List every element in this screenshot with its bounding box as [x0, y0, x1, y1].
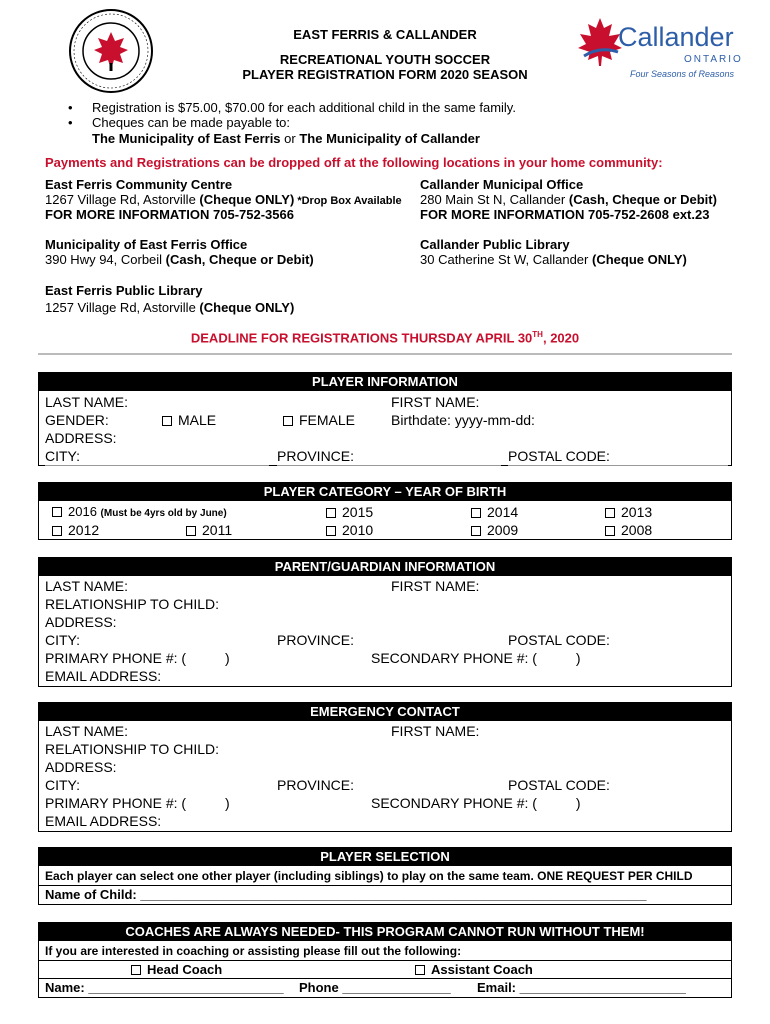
year-2014-checkbox[interactable] — [471, 508, 481, 518]
cal-office-pay: (Cash, Cheque or Debit) — [568, 192, 717, 207]
cal-office-addr: 280 Main St N, Callander — [420, 192, 569, 207]
ef-centre-addr: 1267 Village Rd, Astorville — [45, 192, 200, 207]
ef-centre-name: East Ferris Community Centre — [45, 177, 233, 192]
year-2012-checkbox[interactable] — [52, 526, 62, 536]
head-coach-option[interactable] — [131, 962, 222, 977]
name-of-child-field[interactable]: Name of Child: ______________________________________________________________________ — [45, 887, 647, 902]
emergency-address-label: ADDRESS: — [45, 759, 117, 775]
year-2008-checkbox[interactable] — [605, 526, 615, 536]
year-2016-note: (Must be 4yrs old by June) — [100, 508, 227, 519]
ef-office-pay: (Cash, Cheque or Debit) — [165, 252, 314, 267]
year-2013-checkbox[interactable] — [605, 508, 615, 518]
payable-or: or — [280, 131, 300, 146]
payable-callander: The Municipality of Callander — [299, 131, 480, 146]
guardian-relationship-label: RELATIONSHIP TO CHILD: — [45, 596, 220, 612]
coaches-divider — [38, 960, 732, 961]
year-2009-checkbox[interactable] — [471, 526, 481, 536]
category-heading: PLAYER CATEGORY – YEAR OF BIRTH — [38, 482, 732, 501]
player-info-heading: PLAYER INFORMATION — [38, 372, 732, 391]
guardian-email-label: EMAIL ADDRESS: — [45, 668, 162, 684]
cal-lib-name: Callander Public Library — [420, 237, 570, 252]
female-label: FEMALE — [299, 412, 356, 428]
callander-logo — [574, 16, 743, 86]
year-2015-label: 2015 — [342, 504, 374, 520]
year-2016-checkbox[interactable] — [52, 507, 62, 517]
emergency-postal-label: POSTAL CODE: — [508, 777, 610, 793]
player-birthdate-label: Birthdate: yyyy-mm-dd: — [391, 412, 535, 428]
player-province-label: PROVINCE: — [277, 448, 355, 464]
emergency-secondary-phone-label: SECONDARY PHONE #: ( ) — [371, 795, 581, 811]
year-2011-label: 2011 — [202, 522, 233, 538]
ef-centre-note: *Drop Box Available — [294, 195, 402, 207]
ef-lib-address — [45, 300, 294, 315]
year-2009-label: 2009 — [487, 522, 519, 538]
year-2013-label: 2013 — [621, 504, 653, 520]
guardian-last-name-label: LAST NAME: — [45, 578, 128, 594]
player-first-name-label: FIRST NAME: — [391, 394, 480, 410]
cal-lib-addr: 30 Catherine St W, Callander — [420, 252, 592, 267]
year-2010-checkbox[interactable] — [326, 526, 336, 536]
guardian-first-name-label: FIRST NAME: — [391, 578, 480, 594]
info-bullets — [68, 100, 516, 130]
emergency-city-label: CITY: — [45, 777, 81, 793]
head-coach-label: Head Coach — [147, 962, 223, 977]
ef-office-name: Municipality of East Ferris Office — [45, 237, 248, 252]
emergency-heading: EMERGENCY CONTACT — [38, 702, 732, 721]
year-2015-option[interactable] — [326, 504, 373, 520]
emergency-relationship-label: RELATIONSHIP TO CHILD: — [45, 741, 220, 757]
year-2009-option[interactable] — [471, 522, 518, 538]
ef-centre-address — [45, 192, 402, 207]
emergency-primary-phone-label: PRIMARY PHONE #: ( ) — [45, 795, 230, 811]
year-2013-option[interactable] — [605, 504, 652, 520]
guardian-primary-phone-label: PRIMARY PHONE #: ( ) — [45, 650, 230, 666]
deadline-year: , 2020 — [542, 330, 580, 346]
selection-divider — [38, 885, 732, 886]
player-province-underline — [277, 465, 501, 466]
payable-east-ferris: The Municipality of East Ferris — [92, 131, 281, 146]
cal-office-more: FOR MORE INFORMATION 705-752-2608 ext.23 — [420, 207, 710, 222]
player-address-label: ADDRESS: — [45, 430, 117, 446]
year-2010-option[interactable] — [326, 522, 373, 538]
year-2014-label: 2014 — [487, 504, 519, 520]
assistant-coach-checkbox[interactable] — [415, 965, 425, 975]
callander-logo-tagline: Four Seasons of Reasons — [630, 69, 735, 79]
deadline-main: DEADLINE FOR REGISTRATIONS THURSDAY APRIL 30 — [190, 330, 533, 346]
ef-office-addr: 390 Hwy 94, Corbeil — [45, 252, 166, 267]
guardian-postal-label: POSTAL CODE: — [508, 632, 610, 648]
form-title-line3: PLAYER REGISTRATION FORM 2020 SEASON — [242, 67, 528, 82]
fee-bullet: • Registration is $75.00, $70.00 for each additional child in the same family. — [68, 100, 516, 115]
cal-office-name: Callander Municipal Office — [420, 177, 584, 192]
payable-line — [92, 131, 480, 146]
coach-email-field[interactable]: Email: _______________________ — [477, 980, 686, 995]
coaches-divider-2 — [38, 978, 732, 979]
year-2012-label: 2012 — [68, 522, 100, 538]
year-2016-label: 2016 — [68, 504, 97, 519]
player-last-name-label: LAST NAME: — [45, 394, 128, 410]
male-checkbox[interactable] — [162, 416, 172, 426]
emergency-email-label: EMAIL ADDRESS: — [45, 813, 162, 829]
female-checkbox[interactable] — [283, 416, 293, 426]
emergency-province-label: PROVINCE: — [277, 777, 355, 793]
year-2011-checkbox[interactable] — [186, 526, 196, 536]
year-2008-option[interactable] — [605, 522, 652, 538]
form-title-line2: RECREATIONAL YOUTH SOCCER — [279, 52, 491, 67]
gender-male-option[interactable] — [162, 412, 216, 428]
year-2015-checkbox[interactable] — [326, 508, 336, 518]
guardian-address-label: ADDRESS: — [45, 614, 117, 630]
ef-lib-name: East Ferris Public Library — [45, 283, 203, 298]
guardian-city-label: CITY: — [45, 632, 81, 648]
player-gender-label: GENDER: — [45, 412, 109, 428]
ef-lib-addr: 1257 Village Rd, Astorville — [45, 300, 200, 315]
form-title-line1: EAST FERRIS & CALLANDER — [293, 27, 477, 42]
emergency-last-name-label: LAST NAME: — [45, 723, 128, 739]
cal-lib-address — [420, 252, 687, 267]
cal-lib-pay: (Cheque ONLY) — [591, 252, 687, 267]
year-2012-option[interactable] — [52, 522, 99, 538]
year-2016-option[interactable] — [52, 504, 227, 519]
year-2008-label: 2008 — [621, 522, 653, 538]
assistant-coach-label: Assistant Coach — [431, 962, 533, 977]
callander-logo-sub: ONTARIO — [684, 54, 743, 65]
player-city-label: CITY: — [45, 448, 81, 464]
cal-office-address — [420, 192, 717, 207]
ef-centre-pay: (Cheque ONLY) — [199, 192, 295, 207]
dropoff-heading: Payments and Registrations can be dropped off at the following locations in your home community: — [45, 155, 663, 170]
player-postal-underline — [508, 465, 728, 466]
ef-lib-pay: (Cheque ONLY) — [199, 300, 295, 315]
callander-logo-name: Callander — [618, 22, 734, 52]
gender-female-option[interactable] — [283, 412, 355, 428]
coach-name-field[interactable]: Name: ___________________________ — [45, 980, 284, 995]
guardian-province-label: PROVINCE: — [277, 632, 355, 648]
male-label: MALE — [178, 412, 217, 428]
selection-note: Each player can select one other player (including siblings) to play on the same team. ONE REQUEST PER CHILD — [45, 869, 693, 883]
guardian-secondary-phone-label: SECONDARY PHONE #: ( ) — [371, 650, 581, 666]
selection-heading: PLAYER SELECTION — [38, 847, 732, 866]
coaches-heading: COACHES ARE ALWAYS NEEDED- THIS PROGRAM CANNOT RUN WITHOUT THEM! — [38, 922, 732, 941]
ef-centre-more: FOR MORE INFORMATION 705-752-3566 — [45, 207, 294, 222]
cheque-bullet: • Cheques can be made payable to: — [68, 115, 516, 130]
guardian-heading: PARENT/GUARDIAN INFORMATION — [38, 557, 732, 576]
deadline-text — [0, 330, 770, 345]
year-2014-option[interactable] — [471, 504, 518, 520]
deadline-sup: TH — [532, 330, 543, 339]
emergency-first-name-label: FIRST NAME: — [391, 723, 480, 739]
coaches-note: If you are interested in coaching or assisting please fill out the following: — [45, 944, 462, 958]
year-2010-label: 2010 — [342, 522, 374, 538]
assistant-coach-option[interactable] — [415, 962, 533, 977]
coach-phone-field[interactable]: Phone _______________ — [299, 980, 451, 995]
player-postal-label: POSTAL CODE: — [508, 448, 610, 464]
player-city-underline — [45, 465, 269, 466]
ef-office-address — [45, 252, 314, 267]
divider — [38, 353, 732, 355]
head-coach-checkbox[interactable] — [131, 965, 141, 975]
year-2011-option[interactable] — [186, 522, 232, 538]
